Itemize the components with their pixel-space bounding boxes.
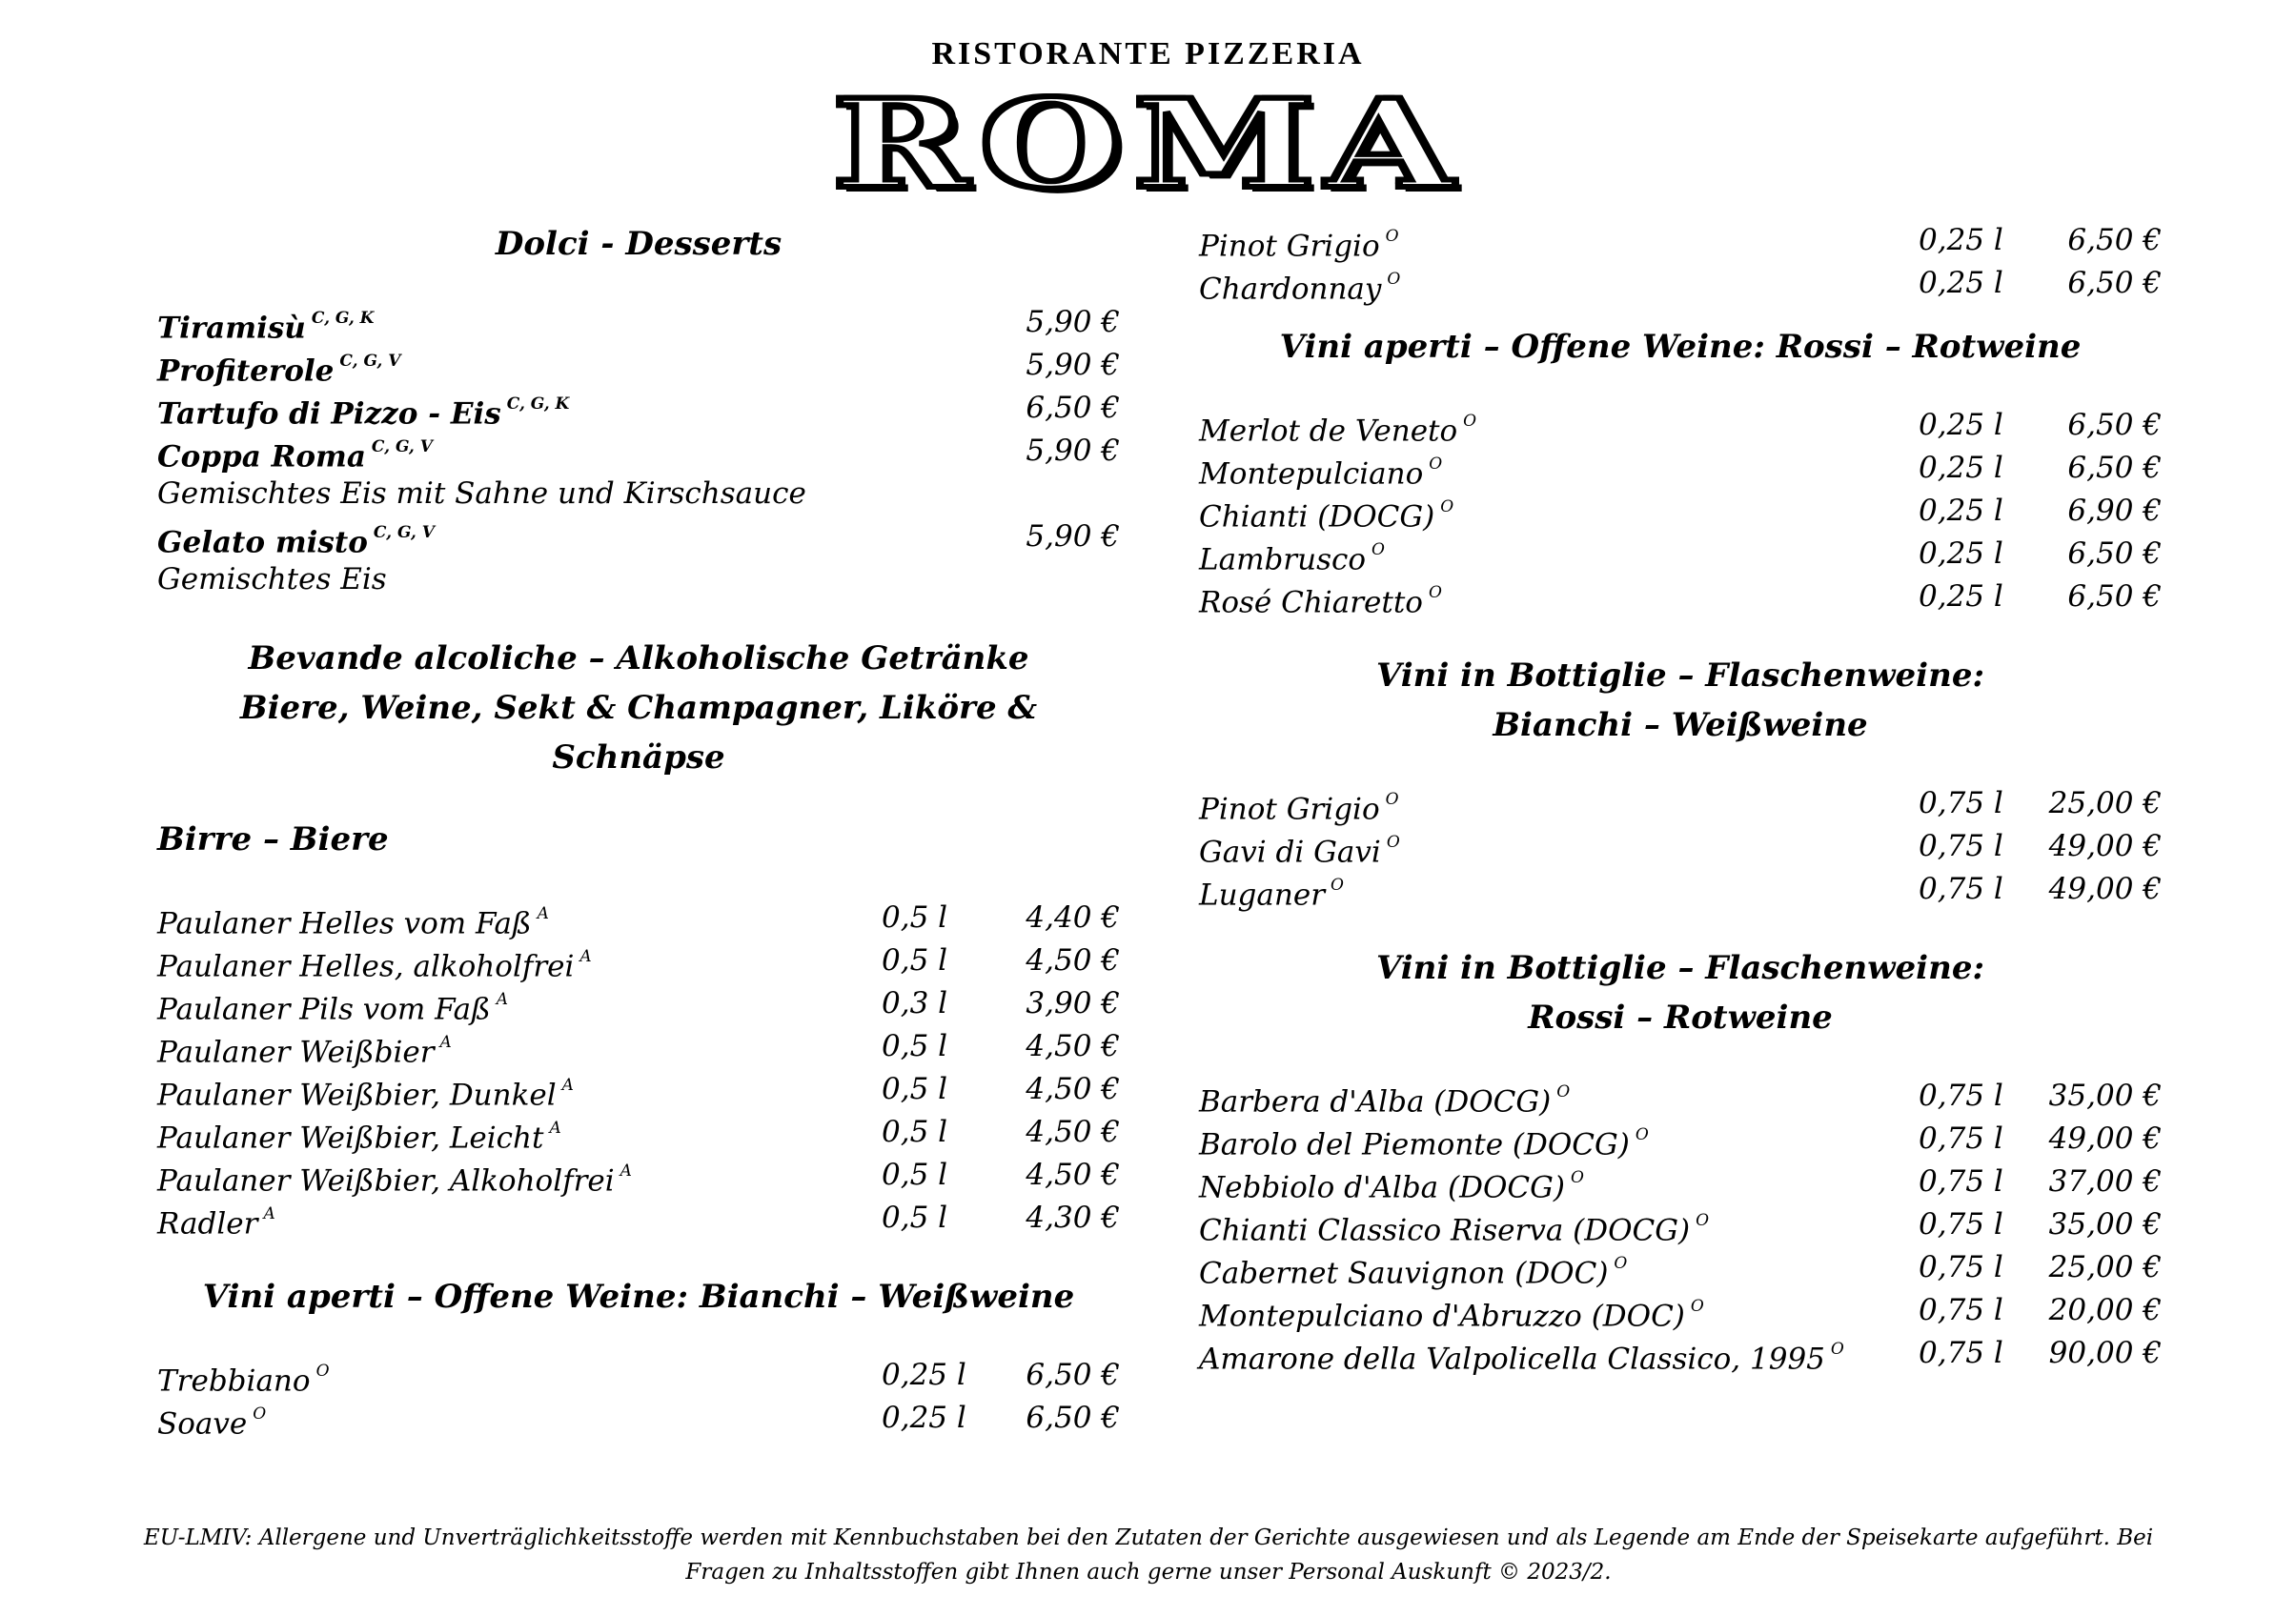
item-size: 0,3 l xyxy=(882,986,948,1020)
item-name xyxy=(1199,1118,1649,1166)
dessert-item xyxy=(157,515,1120,558)
item-name xyxy=(157,387,569,435)
item-name xyxy=(1199,1161,1584,1209)
item-name xyxy=(157,982,508,1031)
item-size: 0,5 l xyxy=(882,1115,948,1149)
white-open-cont-list xyxy=(1199,219,2162,305)
drink-item xyxy=(1199,868,2162,911)
item-name xyxy=(1199,1289,1704,1338)
item-name xyxy=(157,1111,561,1160)
item-name xyxy=(157,1068,574,1117)
item-name-text: Paulaner Weißbier, Leicht xyxy=(157,1121,544,1156)
allergen-codes: C, G, K xyxy=(506,394,570,414)
item-size: 0,25 l xyxy=(1919,451,2003,485)
drink-item xyxy=(157,1397,1120,1440)
item-name-text: Coppa Roma xyxy=(157,439,366,475)
item-name-text: Rosé Chiaretto xyxy=(1199,585,1423,620)
item-price: 6,50 € xyxy=(2067,536,2162,571)
item-name xyxy=(1199,404,1476,453)
drink-item xyxy=(157,939,1120,982)
item-size: 0,5 l xyxy=(882,1158,948,1192)
item-size: 0,75 l xyxy=(1919,1079,2003,1113)
item-name-text: Trebbiano xyxy=(157,1364,311,1399)
allergen-codes: O xyxy=(1387,270,1401,289)
item-price: 6,50 € xyxy=(2067,408,2162,442)
item-size: 0,75 l xyxy=(1919,1164,2003,1199)
allergen-codes: A xyxy=(549,1119,561,1138)
item-price: 35,00 € xyxy=(2048,1079,2162,1113)
item-name xyxy=(1199,490,1453,538)
item-name xyxy=(157,1354,330,1403)
item-price: 5,90 € xyxy=(1026,434,1120,468)
white-open-heading: Vini aperti – Offene Weine: Bianchi – Weißweine xyxy=(202,1278,1075,1316)
item-name-text: Chardonnay xyxy=(1199,272,1382,307)
item-name xyxy=(157,301,374,350)
item-name-text: Amarone della Valpolicella Classico, 1995 xyxy=(1199,1342,1825,1377)
allergen-codes: A xyxy=(263,1204,275,1223)
item-name xyxy=(1199,262,1400,311)
item-name xyxy=(1199,868,1344,917)
dessert-item xyxy=(157,387,1120,430)
allergen-codes: O xyxy=(1440,497,1454,516)
item-name-text: Barbera d'Alba (DOCG) xyxy=(1199,1084,1552,1120)
item-price: 5,90 € xyxy=(1026,519,1120,554)
item-price: 6,50 € xyxy=(1026,391,1120,425)
drink-item xyxy=(1199,447,2162,490)
item-name-text: Chianti (DOCG) xyxy=(1199,499,1435,535)
allergen-codes: O xyxy=(1635,1125,1649,1144)
allergen-codes: A xyxy=(537,904,549,923)
allergen-codes: C, G, K xyxy=(311,309,375,328)
item-price: 4,40 € xyxy=(1026,900,1120,935)
alcohol-heading-2: Biere, Weine, Sekt & Champagner, Liköre & Schnäpse xyxy=(239,689,1038,777)
item-description-text: Gemischtes Eis mit Sahne und Kirschsauce xyxy=(157,476,806,511)
allergen-codes: O xyxy=(1385,790,1399,809)
item-name xyxy=(1199,1332,1844,1381)
item-name-text: Tiramisù xyxy=(157,311,306,346)
white-open-list xyxy=(157,1354,1120,1440)
allergen-codes: A xyxy=(579,947,592,966)
red-bottle-list xyxy=(1199,1075,2162,1375)
allergen-codes: O xyxy=(1386,833,1400,852)
item-price: 4,30 € xyxy=(1026,1201,1120,1235)
item-name xyxy=(1199,1246,1627,1295)
dessert-item xyxy=(157,344,1120,387)
allergen-codes: A xyxy=(620,1162,632,1181)
item-name xyxy=(1199,825,1400,874)
drink-item xyxy=(1199,782,2162,825)
drink-item xyxy=(1199,533,2162,576)
item-name-text: Paulaner Weißbier xyxy=(157,1035,435,1070)
item-price: 4,50 € xyxy=(1026,1072,1120,1106)
item-size: 0,5 l xyxy=(882,1072,948,1106)
item-description xyxy=(157,473,1120,515)
item-description-text: Gemischtes Eis xyxy=(157,562,387,596)
dessert-item xyxy=(157,301,1120,344)
allergen-codes: O xyxy=(1696,1211,1710,1230)
item-name-text: Luganer xyxy=(1199,878,1326,913)
item-price: 6,50 € xyxy=(1026,1358,1120,1392)
allergen-codes: A xyxy=(496,990,509,1009)
drink-item xyxy=(1199,262,2162,305)
item-size: 0,5 l xyxy=(882,943,948,978)
item-name xyxy=(1199,576,1442,624)
allergen-codes: O xyxy=(315,1362,330,1381)
item-name xyxy=(1199,533,1385,581)
drink-item xyxy=(1199,1203,2162,1246)
drink-item xyxy=(157,982,1120,1025)
drink-item xyxy=(157,1025,1120,1068)
item-price: 6,50 € xyxy=(2067,451,2162,485)
drink-item xyxy=(157,1197,1120,1240)
item-name-text: Paulaner Weißbier, Dunkel xyxy=(157,1078,557,1113)
item-name-text: Pinot Grigio xyxy=(1199,229,1380,264)
beers-list xyxy=(157,897,1120,1240)
allergen-codes: O xyxy=(1428,583,1442,602)
item-price: 25,00 € xyxy=(2048,786,2162,820)
item-size: 0,75 l xyxy=(1919,786,2003,820)
drink-item xyxy=(157,1154,1120,1197)
right-column xyxy=(1199,219,2162,1375)
item-size: 0,75 l xyxy=(1919,1250,2003,1284)
item-price: 5,90 € xyxy=(1026,348,1120,382)
item-price: 20,00 € xyxy=(2048,1293,2162,1327)
white-bottle-list xyxy=(1199,782,2162,911)
beers-heading: Birre – Biere xyxy=(157,820,389,858)
item-size: 0,25 l xyxy=(1919,223,2003,257)
item-price: 6,50 € xyxy=(2067,223,2162,257)
item-name-text: Profiterole xyxy=(157,354,335,389)
item-price: 3,90 € xyxy=(1026,986,1120,1020)
allergen-codes: O xyxy=(1429,454,1443,474)
item-name-text: Radler xyxy=(157,1206,258,1242)
drink-item xyxy=(1199,1161,2162,1203)
item-price: 4,50 € xyxy=(1026,943,1120,978)
item-size: 0,75 l xyxy=(1919,1336,2003,1370)
red-bottle-heading-2: Rossi – Rotweine xyxy=(1528,999,1833,1037)
item-name xyxy=(157,1197,275,1245)
allergen-codes: C, G, V xyxy=(371,437,433,456)
item-name-text: Chianti Classico Riserva (DOCG) xyxy=(1199,1213,1691,1248)
alcohol-heading-1: Bevande alcoliche – Alkoholische Getränke xyxy=(248,639,1029,677)
drink-item xyxy=(157,1068,1120,1111)
allergen-codes: O xyxy=(1830,1340,1844,1359)
item-name xyxy=(157,939,592,988)
item-price: 25,00 € xyxy=(2048,1250,2162,1284)
item-name xyxy=(1199,1075,1570,1123)
item-name-text: Pinot Grigio xyxy=(1199,792,1380,827)
item-size: 0,75 l xyxy=(1919,1293,2003,1327)
item-name-text: Gelato misto xyxy=(157,525,368,560)
restaurant-logo xyxy=(0,73,2296,216)
item-name-text: Merlot de Veneto xyxy=(1199,414,1458,449)
item-size: 0,25 l xyxy=(1919,494,2003,528)
item-description xyxy=(157,558,1120,601)
item-name xyxy=(1199,1203,1709,1252)
item-name-text: Barolo del Piemonte (DOCG) xyxy=(1199,1127,1630,1162)
item-name xyxy=(157,1025,452,1074)
white-bottle-heading-1: Vini in Bottiglie – Flaschenweine: xyxy=(1375,656,1984,695)
drink-item xyxy=(1199,1332,2162,1375)
item-name-text: Paulaner Helles vom Faß xyxy=(157,906,532,941)
drink-item xyxy=(1199,576,2162,618)
item-name-text: Nebbiolo d'Alba (DOCG) xyxy=(1199,1170,1565,1205)
allergen-codes: O xyxy=(1556,1082,1571,1101)
item-name-text: Soave xyxy=(157,1406,248,1442)
item-size: 0,25 l xyxy=(1919,579,2003,614)
item-name-text: Tartufo di Pizzo - Eis xyxy=(157,396,501,432)
item-size: 0,75 l xyxy=(1919,1207,2003,1242)
drink-item xyxy=(1199,404,2162,447)
item-price: 4,50 € xyxy=(1026,1115,1120,1149)
footer-line-1: EU-LMIV: Allergene und Unverträglichkeitsstoffe werden mit Kennbuchstaben bei den Zutaten der Gerichte ausgewiesen und als Legende am Ende der Speisekarte aufgeführt. Bei xyxy=(143,1525,2154,1550)
item-name xyxy=(157,1154,632,1202)
item-name-text: Paulaner Weißbier, Alkoholfrei xyxy=(157,1163,615,1199)
item-size: 0,25 l xyxy=(1919,536,2003,571)
item-name-text: Montepulciano d'Abruzzo (DOC) xyxy=(1199,1299,1685,1334)
item-name-text: Paulaner Pils vom Faß xyxy=(157,992,491,1027)
item-price: 4,50 € xyxy=(1026,1029,1120,1063)
allergen-codes: O xyxy=(1463,412,1477,431)
item-size: 0,25 l xyxy=(882,1358,966,1392)
drink-item xyxy=(1199,219,2162,262)
drink-item xyxy=(1199,1118,2162,1161)
allergen-footer xyxy=(143,1521,2154,1589)
item-price: 6,90 € xyxy=(2067,494,2162,528)
item-name xyxy=(157,430,433,478)
drink-item xyxy=(157,1111,1120,1154)
dessert-item xyxy=(157,430,1120,473)
item-price: 35,00 € xyxy=(2048,1207,2162,1242)
allergen-codes: A xyxy=(561,1076,574,1095)
allergen-codes: O xyxy=(1570,1168,1584,1187)
item-name-text: Paulaner Helles, alkoholfrei xyxy=(157,949,575,984)
drink-item xyxy=(1199,1289,2162,1332)
red-bottle-heading-1: Vini in Bottiglie – Flaschenweine: xyxy=(1375,949,1984,987)
item-size: 0,25 l xyxy=(1919,266,2003,300)
allergen-codes: C, G, V xyxy=(339,352,401,371)
allergen-codes: O xyxy=(253,1404,267,1424)
allergen-codes: O xyxy=(1385,227,1399,246)
item-size: 0,25 l xyxy=(882,1401,966,1435)
drink-item xyxy=(1199,825,2162,868)
item-price: 6,50 € xyxy=(2067,266,2162,300)
drink-item xyxy=(1199,1075,2162,1118)
item-name-text: Montepulciano xyxy=(1199,456,1424,492)
item-name-text: Gavi di Gavi xyxy=(1199,835,1381,870)
item-price: 49,00 € xyxy=(2048,1121,2162,1156)
allergen-codes: O xyxy=(1331,876,1344,895)
item-name xyxy=(1199,219,1399,268)
item-name xyxy=(157,1397,266,1445)
item-name xyxy=(157,344,400,393)
item-price: 6,50 € xyxy=(1026,1401,1120,1435)
drink-item xyxy=(1199,1246,2162,1289)
drink-item xyxy=(157,897,1120,939)
item-size: 0,75 l xyxy=(1919,1121,2003,1156)
item-price: 6,50 € xyxy=(2067,579,2162,614)
item-size: 0,25 l xyxy=(1919,408,2003,442)
item-size: 0,5 l xyxy=(882,900,948,935)
left-column xyxy=(157,219,1120,1440)
item-size: 0,75 l xyxy=(1919,872,2003,906)
red-open-list xyxy=(1199,404,2162,618)
item-size: 0,5 l xyxy=(882,1029,948,1063)
allergen-codes: A xyxy=(439,1033,452,1052)
item-price: 5,90 € xyxy=(1026,305,1120,339)
item-name xyxy=(157,897,549,945)
desserts-heading: Dolci - Desserts xyxy=(495,225,782,263)
drink-item xyxy=(157,1354,1120,1397)
item-price: 4,50 € xyxy=(1026,1158,1120,1192)
footer-line-2: Fragen zu Inhaltsstoffen gibt Ihnen auch gerne unser Personal Auskunft © 2023/2. xyxy=(685,1560,1612,1585)
item-price: 37,00 € xyxy=(2048,1164,2162,1199)
drink-item xyxy=(1199,490,2162,533)
item-name-text: Cabernet Sauvignon (DOC) xyxy=(1199,1256,1609,1291)
item-name xyxy=(1199,782,1399,831)
item-size: 0,75 l xyxy=(1919,829,2003,863)
logo-text: ROMA xyxy=(832,73,1464,216)
item-name xyxy=(157,515,435,564)
item-name-text: Lambrusco xyxy=(1199,542,1367,577)
item-name xyxy=(1199,447,1442,495)
allergen-codes: O xyxy=(1372,540,1385,559)
allergen-codes: O xyxy=(1614,1254,1628,1273)
red-open-heading: Vini aperti – Offene Weine: Rossi – Rotweine xyxy=(1279,328,2082,366)
item-price: 49,00 € xyxy=(2048,872,2162,906)
item-price: 49,00 € xyxy=(2048,829,2162,863)
item-price: 90,00 € xyxy=(2048,1336,2162,1370)
allergen-codes: C, G, V xyxy=(373,523,435,542)
restaurant-subtitle: RISTORANTE PIZZERIA xyxy=(931,36,1365,71)
allergen-codes: O xyxy=(1690,1297,1704,1316)
item-size: 0,5 l xyxy=(882,1201,948,1235)
white-bottle-heading-2: Bianchi – Weißweine xyxy=(1493,706,1868,744)
desserts-list xyxy=(157,301,1120,601)
